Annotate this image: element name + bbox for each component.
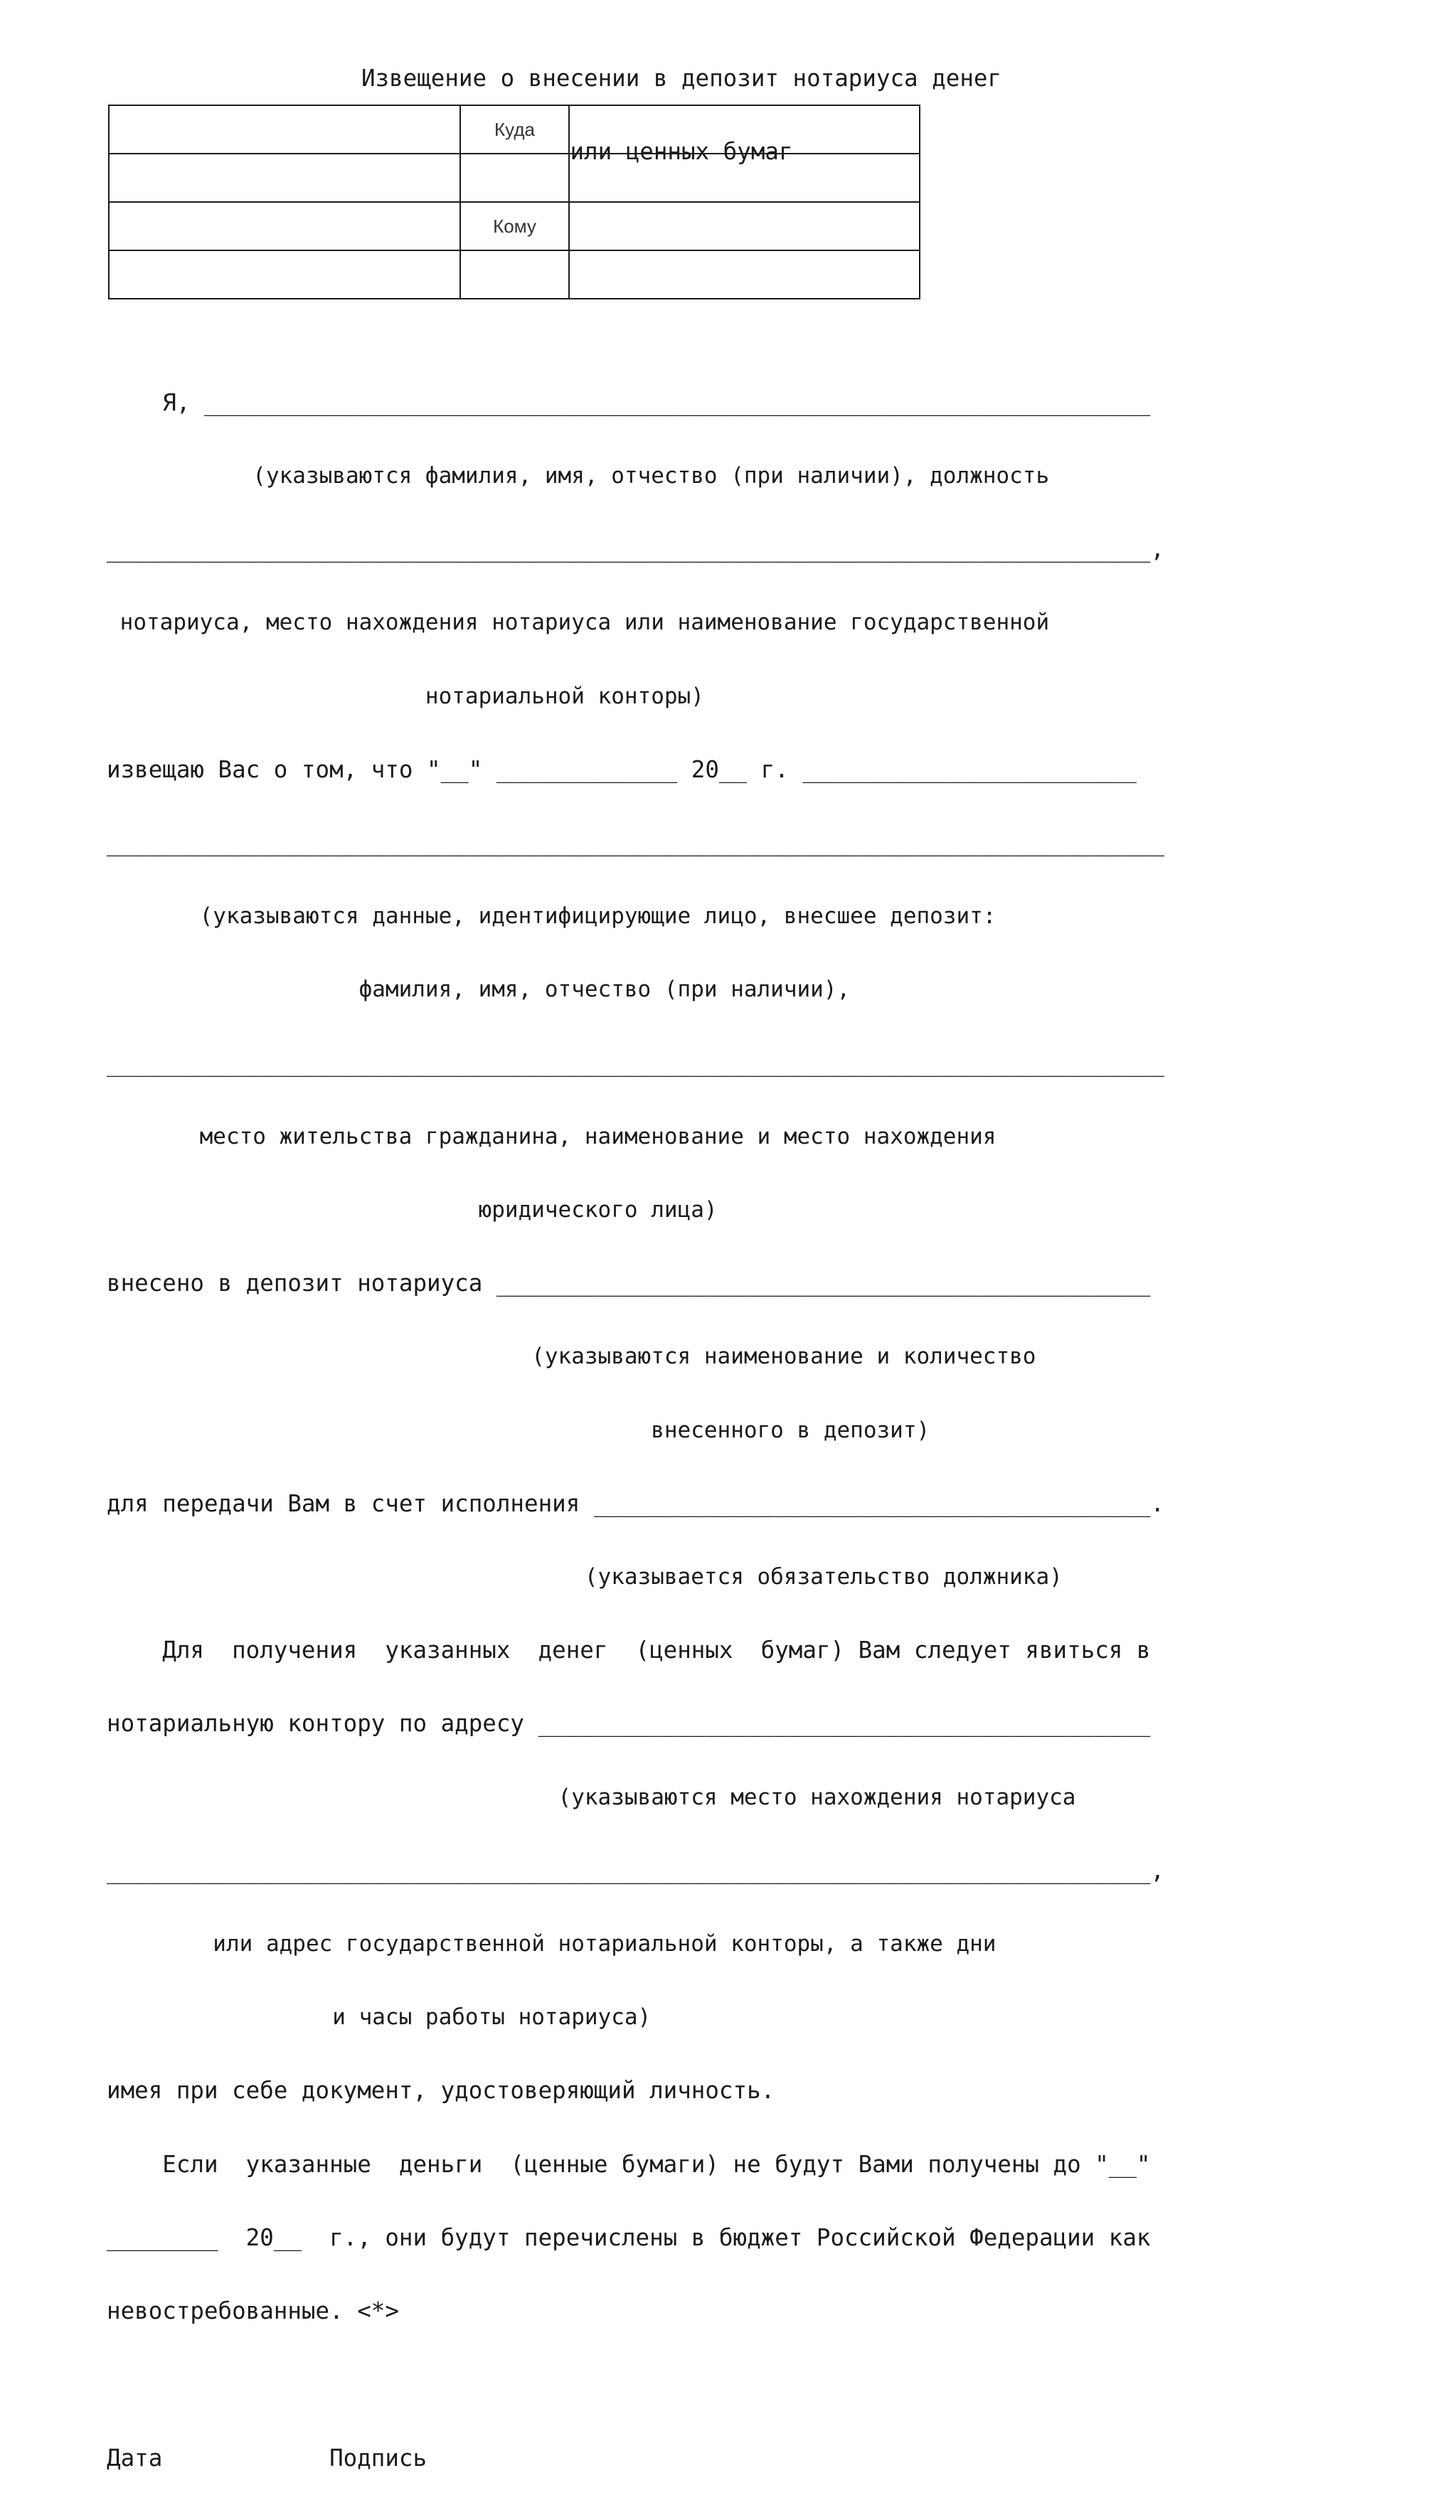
blank-line: ____________________________________________________________________________: [107, 1049, 1165, 1077]
hint-deposit-items: (указываются наименование и количество: [107, 1344, 1036, 1370]
hint-notary-name: (указываются фамилия, имя, отчество (при наличии), должность: [107, 463, 1050, 489]
address-row: [109, 154, 920, 202]
address-cell: [460, 250, 569, 299]
address-cell: [569, 250, 920, 299]
hint-notary-location: нотариуса, место нахождения нотариуса или наименование государственной: [107, 610, 1050, 636]
address-row: [109, 105, 920, 154]
address-cell: [460, 154, 569, 202]
address-cell: [109, 105, 460, 154]
address-label-where: Куда: [460, 105, 569, 154]
line-deadline: Если указанные деньги (ценные бумаги) не будут Вами получены до "__": [107, 2150, 1151, 2178]
hint-office-hours: или адрес государственной нотариальной конторы, а также дни: [107, 1931, 997, 1957]
address-cell: [109, 202, 460, 250]
line-date-signature: Дата Подпись: [107, 2444, 427, 2472]
hint-notary-office: нотариальной конторы): [107, 683, 704, 709]
address-cell: [569, 202, 920, 250]
line-notice-date: извещаю Вас о том, что "__" _____________ 20__ г. ________________________: [107, 755, 1137, 783]
hint-depositor-name: фамилия, имя, отчество (при наличии),: [107, 977, 851, 1003]
line-office-address: нотариальную контору по адресу ____________________________________________: [107, 1710, 1151, 1738]
line-deposited: внесено в депозит нотариуса _______________________________________________: [107, 1270, 1151, 1297]
blank-line: ___________________________________________________________________________,: [107, 536, 1165, 563]
blank-line: ___________________________________________________________________________,: [107, 1856, 1165, 1884]
address-row: [109, 202, 920, 250]
line-budget-transfer: ________ 20__ г., они будут перечислены в бюджет Российской Федерации как: [107, 2223, 1151, 2251]
address-label-to-whom: Кому: [460, 202, 569, 250]
line-notary-name: Я, ____________________________________________________________________: [107, 388, 1151, 416]
line-unclaimed: невостребованные. <*>: [107, 2297, 399, 2325]
hint-depositor-data: (указываются данные, идентифицирующие лицо, внесшее депозит:: [107, 903, 997, 930]
hint-deposit-items-cont: внесенного в депозит): [107, 1417, 930, 1443]
title-line-1: Извещение о внесении в депозит нотариуса денег: [361, 64, 1002, 92]
hint-depositor-residence: место жительства гражданина, наименование и место нахождения: [107, 1123, 997, 1149]
address-cell: [109, 154, 460, 202]
hint-office-hours-cont: и часы работы нотариуса): [107, 2004, 652, 2031]
address-table: [108, 105, 920, 299]
line-instructions: Для получения указанных денег (ценных бумаг) Вам следует явиться в: [107, 1637, 1151, 1664]
line-obligation: для передачи Вам в счет исполнения ________________________________________.: [107, 1489, 1165, 1517]
address-cell: [569, 154, 920, 202]
spacer-line: [107, 2372, 1164, 2396]
notice-body: [107, 341, 1164, 2519]
blank-line: ____________________________________________________________________________: [107, 829, 1165, 857]
line-identity-document: имея при себе документ, удостоверяющий личность.: [107, 2077, 775, 2105]
address-cell: [569, 105, 920, 154]
title-line-2: или ценных бумаг: [570, 138, 793, 166]
hint-legal-entity: юридического лица): [107, 1197, 718, 1223]
address-row: [109, 250, 920, 299]
address-cell: [109, 250, 460, 299]
hint-office-location: (указываются место нахождения нотариуса: [107, 1784, 1076, 1810]
hint-obligation: (указывается обязательство должника): [107, 1564, 1063, 1590]
